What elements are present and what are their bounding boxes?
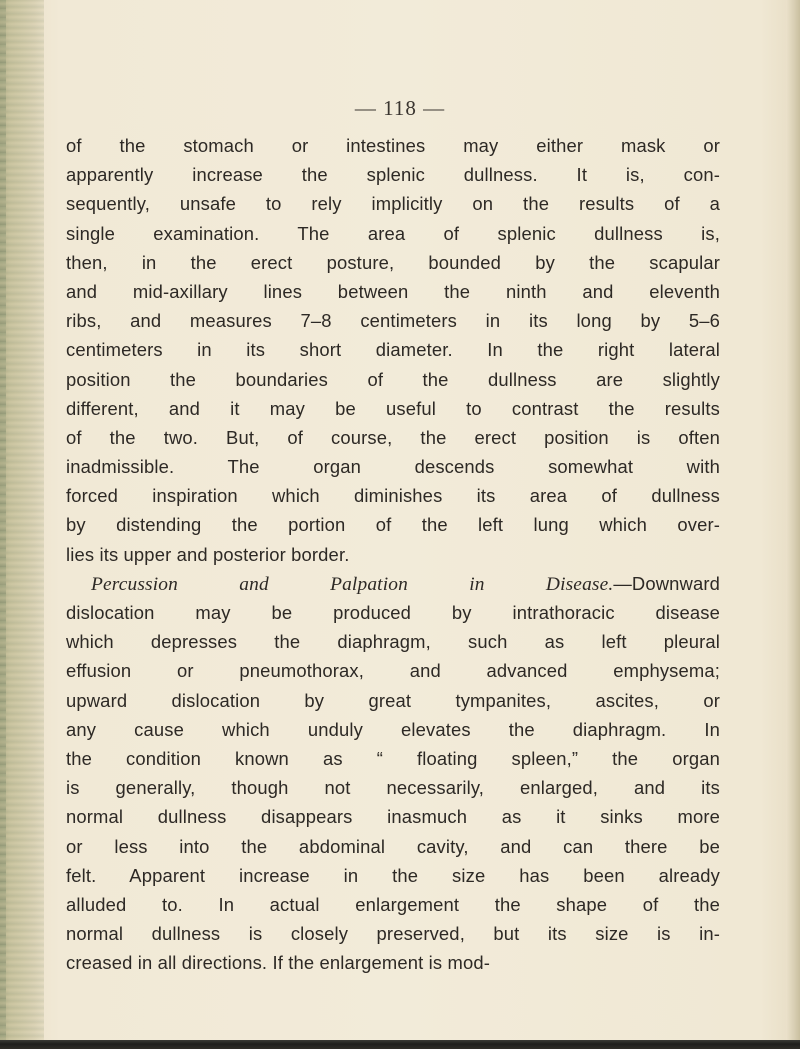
text-line: forced inspiration which diminishes its area of dullness — [66, 485, 720, 507]
binding-edge — [0, 0, 6, 1049]
section-heading-continuation: —Downward — [613, 572, 720, 594]
text-line: effusion or pneumothorax, and advanced emphysema; — [66, 660, 720, 682]
text-line: and mid-axillary lines between the ninth and eleventh — [66, 280, 720, 302]
book-binding — [0, 0, 44, 1049]
text-line: felt. Apparent increase in the size has been already — [66, 864, 720, 886]
text-line: dislocation may be produced by intrathoracic disease — [66, 602, 720, 623]
text-line: of the stomach or intestines may either mask or — [66, 135, 720, 156]
section-heading: Percussion and Palpation in Disease. — [91, 573, 614, 595]
body-text — [66, 131, 720, 977]
text-line: centimeters in its short diameter. In the right lateral — [66, 339, 720, 361]
text-line: apparently increase the splenic dullness. It is, con- — [66, 164, 720, 186]
text-line: upward dislocation by great tympanites, ascites, or — [66, 689, 720, 711]
text-line: single examination. The area of splenic dullness is, — [66, 222, 720, 244]
text-line: ribs, and measures 7–8 centimeters in its long by 5–6 — [66, 310, 720, 332]
text-line: is generally, though not necessarily, enlarged, and its — [66, 777, 720, 799]
text-line: alluded to. In actual enlargement the shape of the — [66, 893, 720, 915]
text-line: inadmissible. The organ descends somewhat with — [66, 456, 720, 478]
page-bottom-edge — [0, 1040, 800, 1049]
text-line: by distending the portion of the left lung which over- — [66, 514, 720, 536]
text-line: which depresses the diaphragm, such as left pleural — [66, 631, 720, 653]
text-line: position the boundaries of the dullness are slightly — [66, 368, 720, 390]
text-line: normal dullness disappears inasmuch as it sinks more — [66, 806, 720, 828]
text-line: sequently, unsafe to rely implicitly on the results of a — [66, 193, 720, 215]
text-line: then, in the erect posture, bounded by the scapular — [66, 251, 720, 273]
text-line: or less into the abdominal cavity, and can there be — [66, 835, 720, 857]
text-line: creased in all directions. If the enlargement is mod- — [66, 952, 490, 974]
page-edge — [786, 0, 800, 1049]
text-line: different, and it may be useful to contrast the results — [66, 397, 720, 419]
page-number: — 118 — — [354, 96, 446, 120]
section-heading-line — [66, 569, 720, 598]
text-line: the condition known as “ floating spleen,” the organ — [66, 747, 720, 769]
text-line: any cause which unduly elevates the diaphragm. In — [66, 718, 720, 740]
text-line: lies its upper and posterior border. — [66, 543, 350, 565]
text-line: normal dullness is closely preserved, but its size is in- — [66, 923, 720, 945]
text-line: of the two. But, of course, the erect position is often — [66, 426, 720, 448]
